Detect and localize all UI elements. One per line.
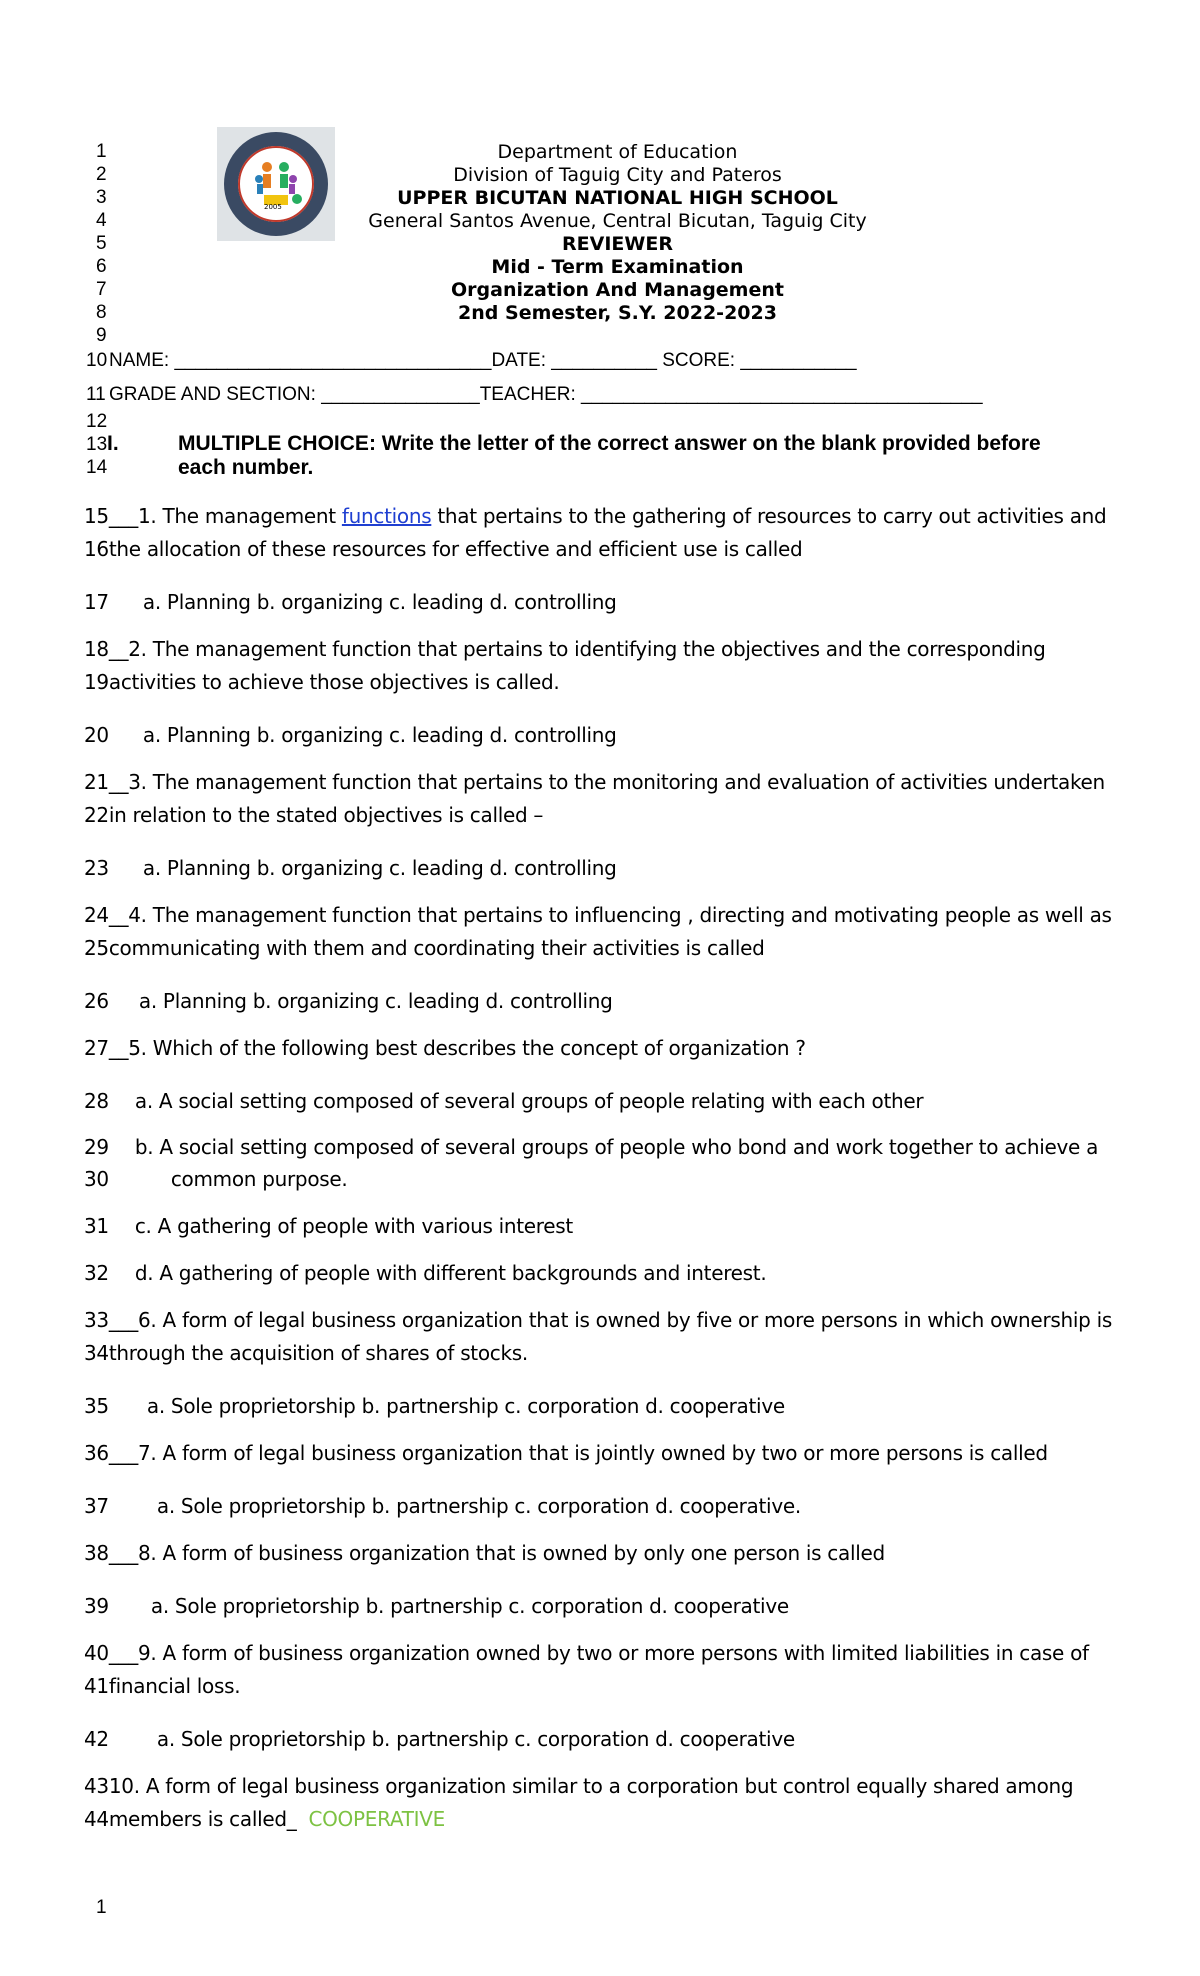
q5-option-c (84, 1214, 573, 1238)
line-number: 40 (84, 1641, 109, 1665)
q7-options (84, 1494, 801, 1518)
q2-choices: a. Planning b. organizing c. leading d. controlling (142, 723, 617, 747)
line-number: 31 (84, 1214, 109, 1238)
q6-text: ___6. A form of legal business organization that is owned by five or more persons in which ownership is (108, 1308, 1112, 1332)
header-address: General Santos Avenue, Central Bicutan, Taguig City (368, 210, 867, 232)
q10-line-2 (84, 1807, 445, 1831)
q1-text-end: that pertains to the gathering of resources to carry out activities and (431, 504, 1107, 528)
q6-text-cont: through the acquisition of shares of stocks. (108, 1341, 528, 1365)
line-number: 4 (96, 210, 107, 231)
q5-option-d (84, 1261, 766, 1285)
line-number: 34 (84, 1341, 109, 1365)
q3-choices: a. Planning b. organizing c. leading d. controlling (142, 856, 617, 880)
line-number: 1 (96, 141, 107, 162)
q7-text: ___7. A form of legal business organization that is jointly owned by two or more persons is called (108, 1441, 1048, 1465)
q4-options (84, 989, 613, 1013)
q8-choices: a. Sole proprietorship b. partnership c. corporation d. cooperative (150, 1594, 789, 1618)
line-number: 35 (84, 1394, 109, 1418)
line-number: 24 (84, 903, 109, 927)
header-division: Division of Taguig City and Pateros (453, 164, 782, 186)
line-number: 29 (84, 1135, 109, 1159)
line-number: 20 (84, 723, 109, 747)
q5-choice-a: a. A social setting composed of several groups of people relating with each other (134, 1089, 924, 1113)
line-number: 19 (84, 670, 109, 694)
line-number: 22 (84, 803, 109, 827)
q1-text-cont: the allocation of these resources for effective and efficient use is called (108, 537, 803, 561)
q2-options (84, 723, 617, 747)
q7-choices: a. Sole proprietorship b. partnership c. corporation d. cooperative. (156, 1494, 801, 1518)
q6-choices: a. Sole proprietorship b. partnership c. corporation d. cooperative (146, 1394, 785, 1418)
functions-link[interactable]: functions (341, 504, 432, 528)
q1-line-2 (84, 537, 802, 561)
q6-line (84, 1308, 1112, 1332)
section-instruction: MULTIPLE CHOICE: Write the letter of the correct answer on the blank provided before (178, 432, 1041, 455)
q8-text: ___8. A form of business organization that is owned by only one person is called (108, 1541, 885, 1565)
line-number: 10 (86, 350, 108, 371)
school-seal-icon (217, 127, 335, 241)
q4-choices: a. Planning b. organizing c. leading d. controlling (138, 989, 613, 1013)
line-number: 27 (84, 1036, 109, 1060)
line-number: 39 (84, 1594, 109, 1618)
q6-line-2 (84, 1341, 528, 1365)
line-number: 41 (84, 1674, 109, 1698)
line-number: 28 (84, 1089, 109, 1113)
q3-text-cont: in relation to the stated objectives is called – (108, 803, 544, 827)
q1-choices: a. Planning b. organizing c. leading d. controlling (142, 590, 617, 614)
q4-text: __4. The management function that pertains to influencing , directing and motivating people as well as (108, 903, 1112, 927)
q5-choice-c: c. A gathering of people with various interest (134, 1214, 573, 1238)
line-number: 7 (96, 279, 107, 300)
line-number: 37 (84, 1494, 109, 1518)
q6-options (84, 1394, 785, 1418)
q3-text: __3. The management function that pertains to the monitoring and evaluation of activities undertaken (108, 770, 1105, 794)
school-logo (217, 127, 335, 241)
q9-line (84, 1641, 1089, 1665)
q9-text: ___9. A form of business organization owned by two or more persons with limited liabilities in case of (108, 1641, 1089, 1665)
line-number: 14 (86, 457, 108, 478)
q5-option-a (84, 1089, 923, 1113)
q1-text-start: ___1. The management (108, 504, 342, 528)
q5-choice-b: b. A social setting composed of several groups of people who bond and work together to achieve a (134, 1135, 1099, 1159)
q2-line (84, 637, 1046, 661)
line-number: 44 (84, 1807, 109, 1831)
q1-options (84, 590, 617, 614)
line-number: 43 (84, 1774, 109, 1798)
line-number: 12 (86, 411, 108, 432)
line-number: 38 (84, 1541, 109, 1565)
line-number: 17 (84, 590, 109, 614)
q1-line (84, 504, 1106, 528)
line-number: 30 (84, 1167, 109, 1191)
line-number: 6 (96, 256, 107, 277)
line-number: 2 (96, 164, 107, 185)
q9-choices: a. Sole proprietorship b. partnership c. corporation d. cooperative (156, 1727, 795, 1751)
q10-text: 10. A form of legal business organization similar to a corporation but control equally shared among (108, 1774, 1074, 1798)
q5-choice-b-cont: common purpose. (170, 1167, 348, 1191)
q4-line (84, 903, 1112, 927)
q9-text-cont: financial loss. (108, 1674, 241, 1698)
line-number: 9 (96, 325, 107, 346)
q9-line-2 (84, 1674, 240, 1698)
header-reviewer: REVIEWER (562, 233, 673, 255)
header-school-name: UPPER BICUTAN NATIONAL HIGH SCHOOL (397, 187, 838, 209)
q2-text: __2. The management function that pertains to identifying the objectives and the corresponding (108, 637, 1046, 661)
line-number: 3 (96, 187, 107, 208)
q3-line-2 (84, 803, 543, 827)
line-number: 11 (86, 384, 106, 405)
line-number: 36 (84, 1441, 109, 1465)
line-number: 21 (84, 770, 109, 794)
q5-text: __5. Which of the following best describes the concept of organization ? (108, 1036, 806, 1060)
line-number: 26 (84, 989, 109, 1013)
q5-line (84, 1036, 806, 1060)
q10-line (84, 1774, 1073, 1798)
line-number: 42 (84, 1727, 109, 1751)
section-instruction-cont: each number. (178, 456, 314, 479)
q7-line (84, 1441, 1048, 1465)
q3-options (84, 856, 617, 880)
header-subject: Organization And Management (451, 279, 784, 301)
line-number: 32 (84, 1261, 109, 1285)
q4-text-cont: communicating with them and coordinating their activities is called (108, 936, 765, 960)
line-number: 16 (84, 537, 109, 561)
header-department: Department of Education (497, 141, 738, 163)
grade-teacher-row[interactable]: GRADE AND SECTION: _______________TEACHER: ______________________________________ (109, 384, 983, 405)
name-date-score-row[interactable]: NAME: ______________________________DATE: __________ SCORE: ___________ (109, 350, 857, 371)
q5-option-b (84, 1135, 1098, 1159)
q8-line (84, 1541, 885, 1565)
page-number: 1 (96, 1897, 107, 1918)
q2-text-cont: activities to achieve those objectives is called. (108, 670, 560, 694)
q10-text-cont: members is called_ (108, 1807, 297, 1831)
header-semester: 2nd Semester, S.Y. 2022-2023 (458, 302, 777, 324)
q8-options (84, 1594, 789, 1618)
line-number: 25 (84, 936, 109, 960)
line-number: 23 (84, 856, 109, 880)
q5-option-b-cont (84, 1167, 347, 1191)
line-number: 5 (96, 233, 107, 254)
q10-answer: COOPERATIVE (308, 1807, 445, 1831)
line-number: 18 (84, 637, 109, 661)
q2-line-2 (84, 670, 559, 694)
q5-choice-d: d. A gathering of people with different backgrounds and interest. (134, 1261, 767, 1285)
logo-year: 2005 (264, 203, 282, 211)
q3-line (84, 770, 1105, 794)
section-numeral: I. (107, 432, 119, 455)
line-number: 13 (86, 434, 108, 455)
line-number: 15 (84, 504, 109, 528)
q9-options (84, 1727, 795, 1751)
header-exam: Mid - Term Examination (491, 256, 744, 278)
line-number: 8 (96, 302, 107, 323)
q4-line-2 (84, 936, 765, 960)
line-number: 33 (84, 1308, 109, 1332)
